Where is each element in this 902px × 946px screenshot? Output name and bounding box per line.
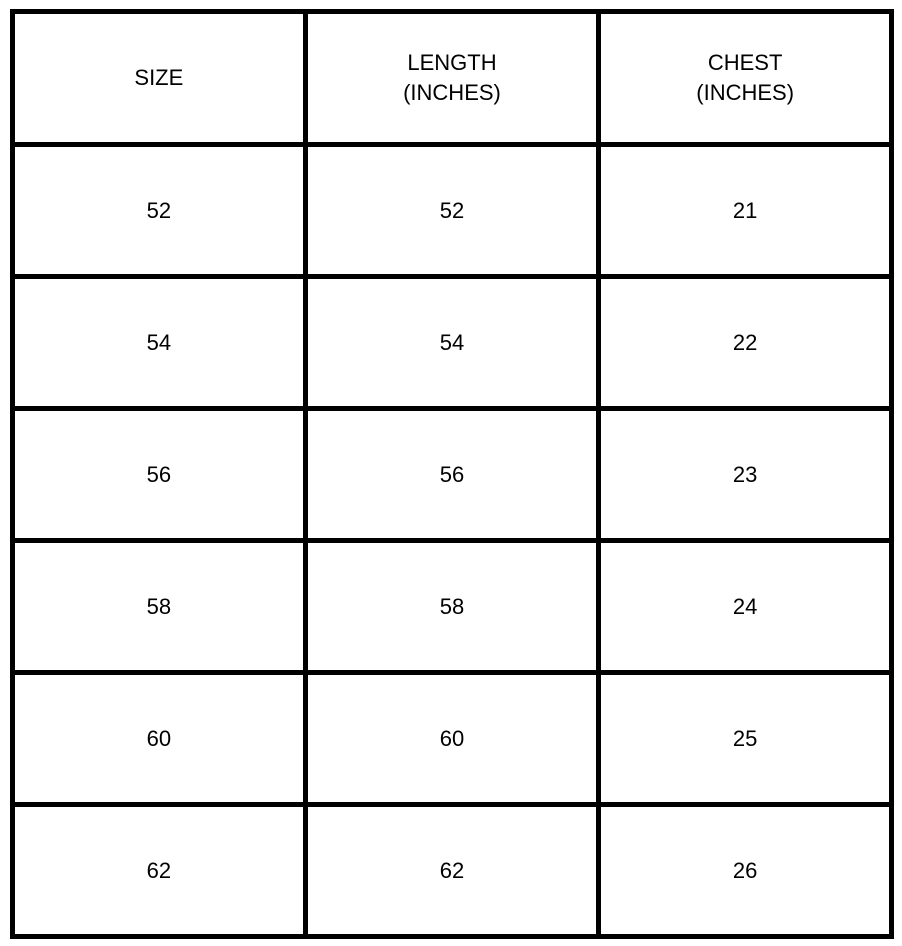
header-length-label: LENGTH xyxy=(407,50,497,75)
cell-chest: 26 xyxy=(599,805,892,937)
cell-size: 54 xyxy=(13,277,306,409)
cell-chest: 21 xyxy=(599,145,892,277)
cell-size: 52 xyxy=(13,145,306,277)
cell-chest: 22 xyxy=(599,277,892,409)
cell-size: 62 xyxy=(13,805,306,937)
cell-length: 62 xyxy=(305,805,599,937)
header-chest xyxy=(599,12,892,145)
header-chest-unit: (INCHES) xyxy=(696,80,795,105)
table-row xyxy=(13,541,892,673)
cell-length: 54 xyxy=(305,277,599,409)
cell-size: 58 xyxy=(13,541,306,673)
cell-chest: 23 xyxy=(599,409,892,541)
header-length xyxy=(305,12,599,145)
header-size xyxy=(13,12,306,145)
cell-chest: 24 xyxy=(599,541,892,673)
table-row xyxy=(13,277,892,409)
header-length-unit: (INCHES) xyxy=(403,80,501,105)
table-row xyxy=(13,673,892,805)
cell-size: 60 xyxy=(13,673,306,805)
table-row xyxy=(13,409,892,541)
table-header-row xyxy=(13,12,892,145)
cell-size: 56 xyxy=(13,409,306,541)
table-row xyxy=(13,145,892,277)
table-row xyxy=(13,805,892,937)
cell-length: 52 xyxy=(305,145,599,277)
header-chest-label: CHEST xyxy=(707,50,783,75)
size-chart-table xyxy=(10,9,894,939)
cell-chest: 25 xyxy=(599,673,892,805)
cell-length: 60 xyxy=(305,673,599,805)
cell-length: 58 xyxy=(305,541,599,673)
cell-length: 56 xyxy=(305,409,599,541)
header-size-label: SIZE xyxy=(134,65,184,90)
